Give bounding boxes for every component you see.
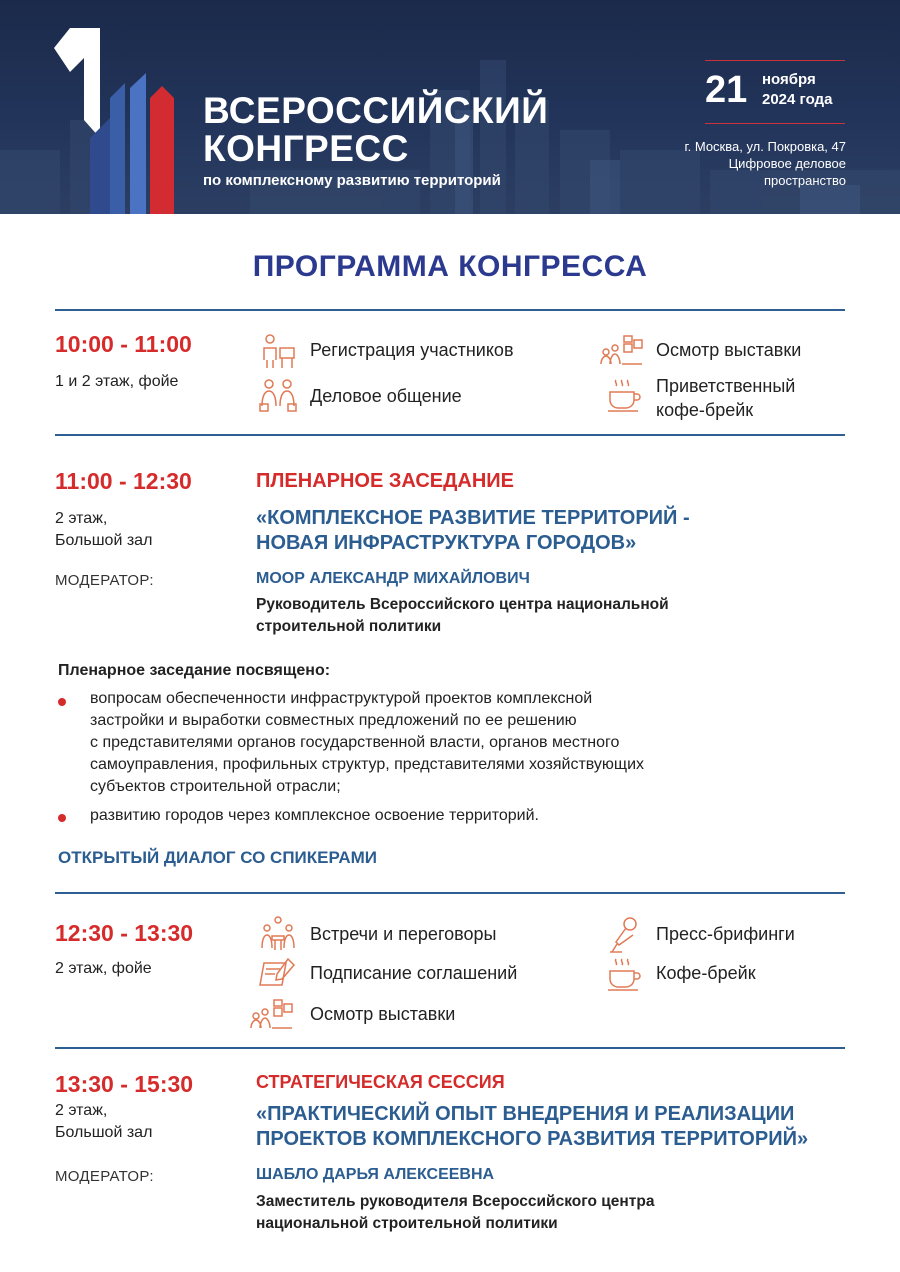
activity-press-briefings: Пресс-брифинги bbox=[604, 914, 795, 954]
coffee-label-line1: Приветственный bbox=[656, 376, 796, 396]
block4-session-type: СТРАТЕГИЧЕСКАЯ СЕССИЯ bbox=[256, 1072, 505, 1092]
bullet-marker bbox=[58, 698, 66, 706]
block2-moderator-name: МООР АЛЕКСАНДР МИХАЙЛОВИЧ bbox=[256, 570, 530, 587]
plenary-purpose-item: развитию городов через комплексное освоение территорий. bbox=[90, 807, 539, 824]
plenary-purpose-heading: Пленарное заседание посвящено: bbox=[58, 662, 331, 679]
block2-time: 11:00 - 12:30 bbox=[55, 468, 192, 494]
exhibition-icon bbox=[244, 994, 298, 1034]
activity-coffee-break: Кофе-брейк bbox=[604, 953, 756, 993]
microphone-icon bbox=[604, 914, 644, 954]
section-divider bbox=[55, 434, 845, 436]
block3-time: 12:30 - 13:30 bbox=[55, 920, 194, 946]
section-divider bbox=[55, 892, 845, 894]
signing-icon bbox=[258, 953, 298, 993]
block2-session-type: ПЛЕНАРНОЕ ЗАСЕДАНИЕ bbox=[256, 470, 514, 492]
program-title: ПРОГРАММА КОНГРЕССА bbox=[252, 250, 648, 283]
networking-icon bbox=[258, 376, 298, 416]
block4-moderator-name: ШАБЛО ДАРЬЯ АЛЕКСЕЕВНА bbox=[256, 1166, 495, 1183]
event-month-year: ноября 2024 года bbox=[762, 71, 833, 108]
activity-exhibition: Осмотр выставки bbox=[244, 994, 455, 1034]
block1-time: 10:00 - 11:00 bbox=[55, 331, 192, 357]
congress-subtitle: по комплексному развитию территорий bbox=[203, 172, 501, 189]
congress-title: ВСЕРОССИЙСКИЙ КОНГРЕСС bbox=[203, 90, 549, 169]
section-divider bbox=[55, 1047, 845, 1049]
activity-registration: Регистрация участников bbox=[258, 330, 514, 370]
section-divider bbox=[55, 309, 845, 311]
coffee-icon bbox=[604, 953, 644, 993]
date-bottom-divider bbox=[705, 123, 845, 124]
block2-session-title: «КОМПЛЕКСНОЕ РАЗВИТИЕ ТЕРРИТОРИЙ - НОВАЯ ИНФРАСТРУКТУРА ГОРОДОВ» bbox=[256, 507, 690, 554]
date-top-divider bbox=[705, 60, 845, 61]
coffee-icon bbox=[604, 374, 644, 414]
activity-welcome-coffee bbox=[604, 374, 795, 422]
activity-exhibition: Осмотр выставки bbox=[598, 330, 801, 370]
header-banner bbox=[0, 0, 900, 214]
block4-moderator-label: МОДЕРАТОР: bbox=[55, 1168, 154, 1185]
activity-networking: Деловое общение bbox=[258, 376, 462, 416]
venue-info: г. Москва, ул. Покровка, 47 Цифровое деловое пространство bbox=[684, 139, 846, 188]
block2-place: 2 этаж, Большой зал bbox=[55, 510, 153, 549]
plenary-purpose-item: вопросам обеспеченности инфраструктурой проектов комплексной застройки и выработки совместных предложений по ее решению с представителями органов государственной власти, органов местного самоуправления, профильных структур, представителями хозяйствующих субъектов строительной отрасли; bbox=[90, 690, 645, 795]
block2-moderator-label: МОДЕРАТОР: bbox=[55, 572, 154, 589]
block3-place: 2 этаж, фойе bbox=[55, 960, 152, 977]
coffee-label-line2: кофе-брейк bbox=[656, 400, 754, 420]
congress-logo bbox=[50, 28, 180, 214]
block2-moderator-role: Руководитель Всероссийского центра национальной строительной политики bbox=[256, 596, 669, 635]
activity-meetings: Встречи и переговоры bbox=[258, 914, 496, 954]
event-day: 21 bbox=[705, 69, 748, 111]
activity-signing: Подписание соглашений bbox=[258, 953, 517, 993]
block4-place: 2 этаж, Большой зал bbox=[55, 1102, 153, 1141]
meeting-icon bbox=[258, 914, 298, 954]
block1-place: 1 и 2 этаж, фойе bbox=[55, 373, 179, 390]
exhibition-icon bbox=[598, 330, 644, 370]
open-dialog-note: ОТКРЫТЫЙ ДИАЛОГ СО СПИКЕРАМИ bbox=[58, 848, 377, 867]
block4-session-title: «ПРАКТИЧЕСКИЙ ОПЫТ ВНЕДРЕНИЯ И РЕАЛИЗАЦИИ ПРОЕКТОВ КОМПЛЕКСНОГО РАЗВИТИЯ ТЕРРИТОРИЙ» bbox=[256, 1103, 809, 1150]
bullet-marker bbox=[58, 814, 66, 822]
block4-moderator-role: Заместитель руководителя Всероссийского центра национальной строительной политики bbox=[256, 1193, 655, 1232]
block4-time: 13:30 - 15:30 bbox=[55, 1071, 194, 1097]
registration-icon bbox=[258, 330, 298, 370]
